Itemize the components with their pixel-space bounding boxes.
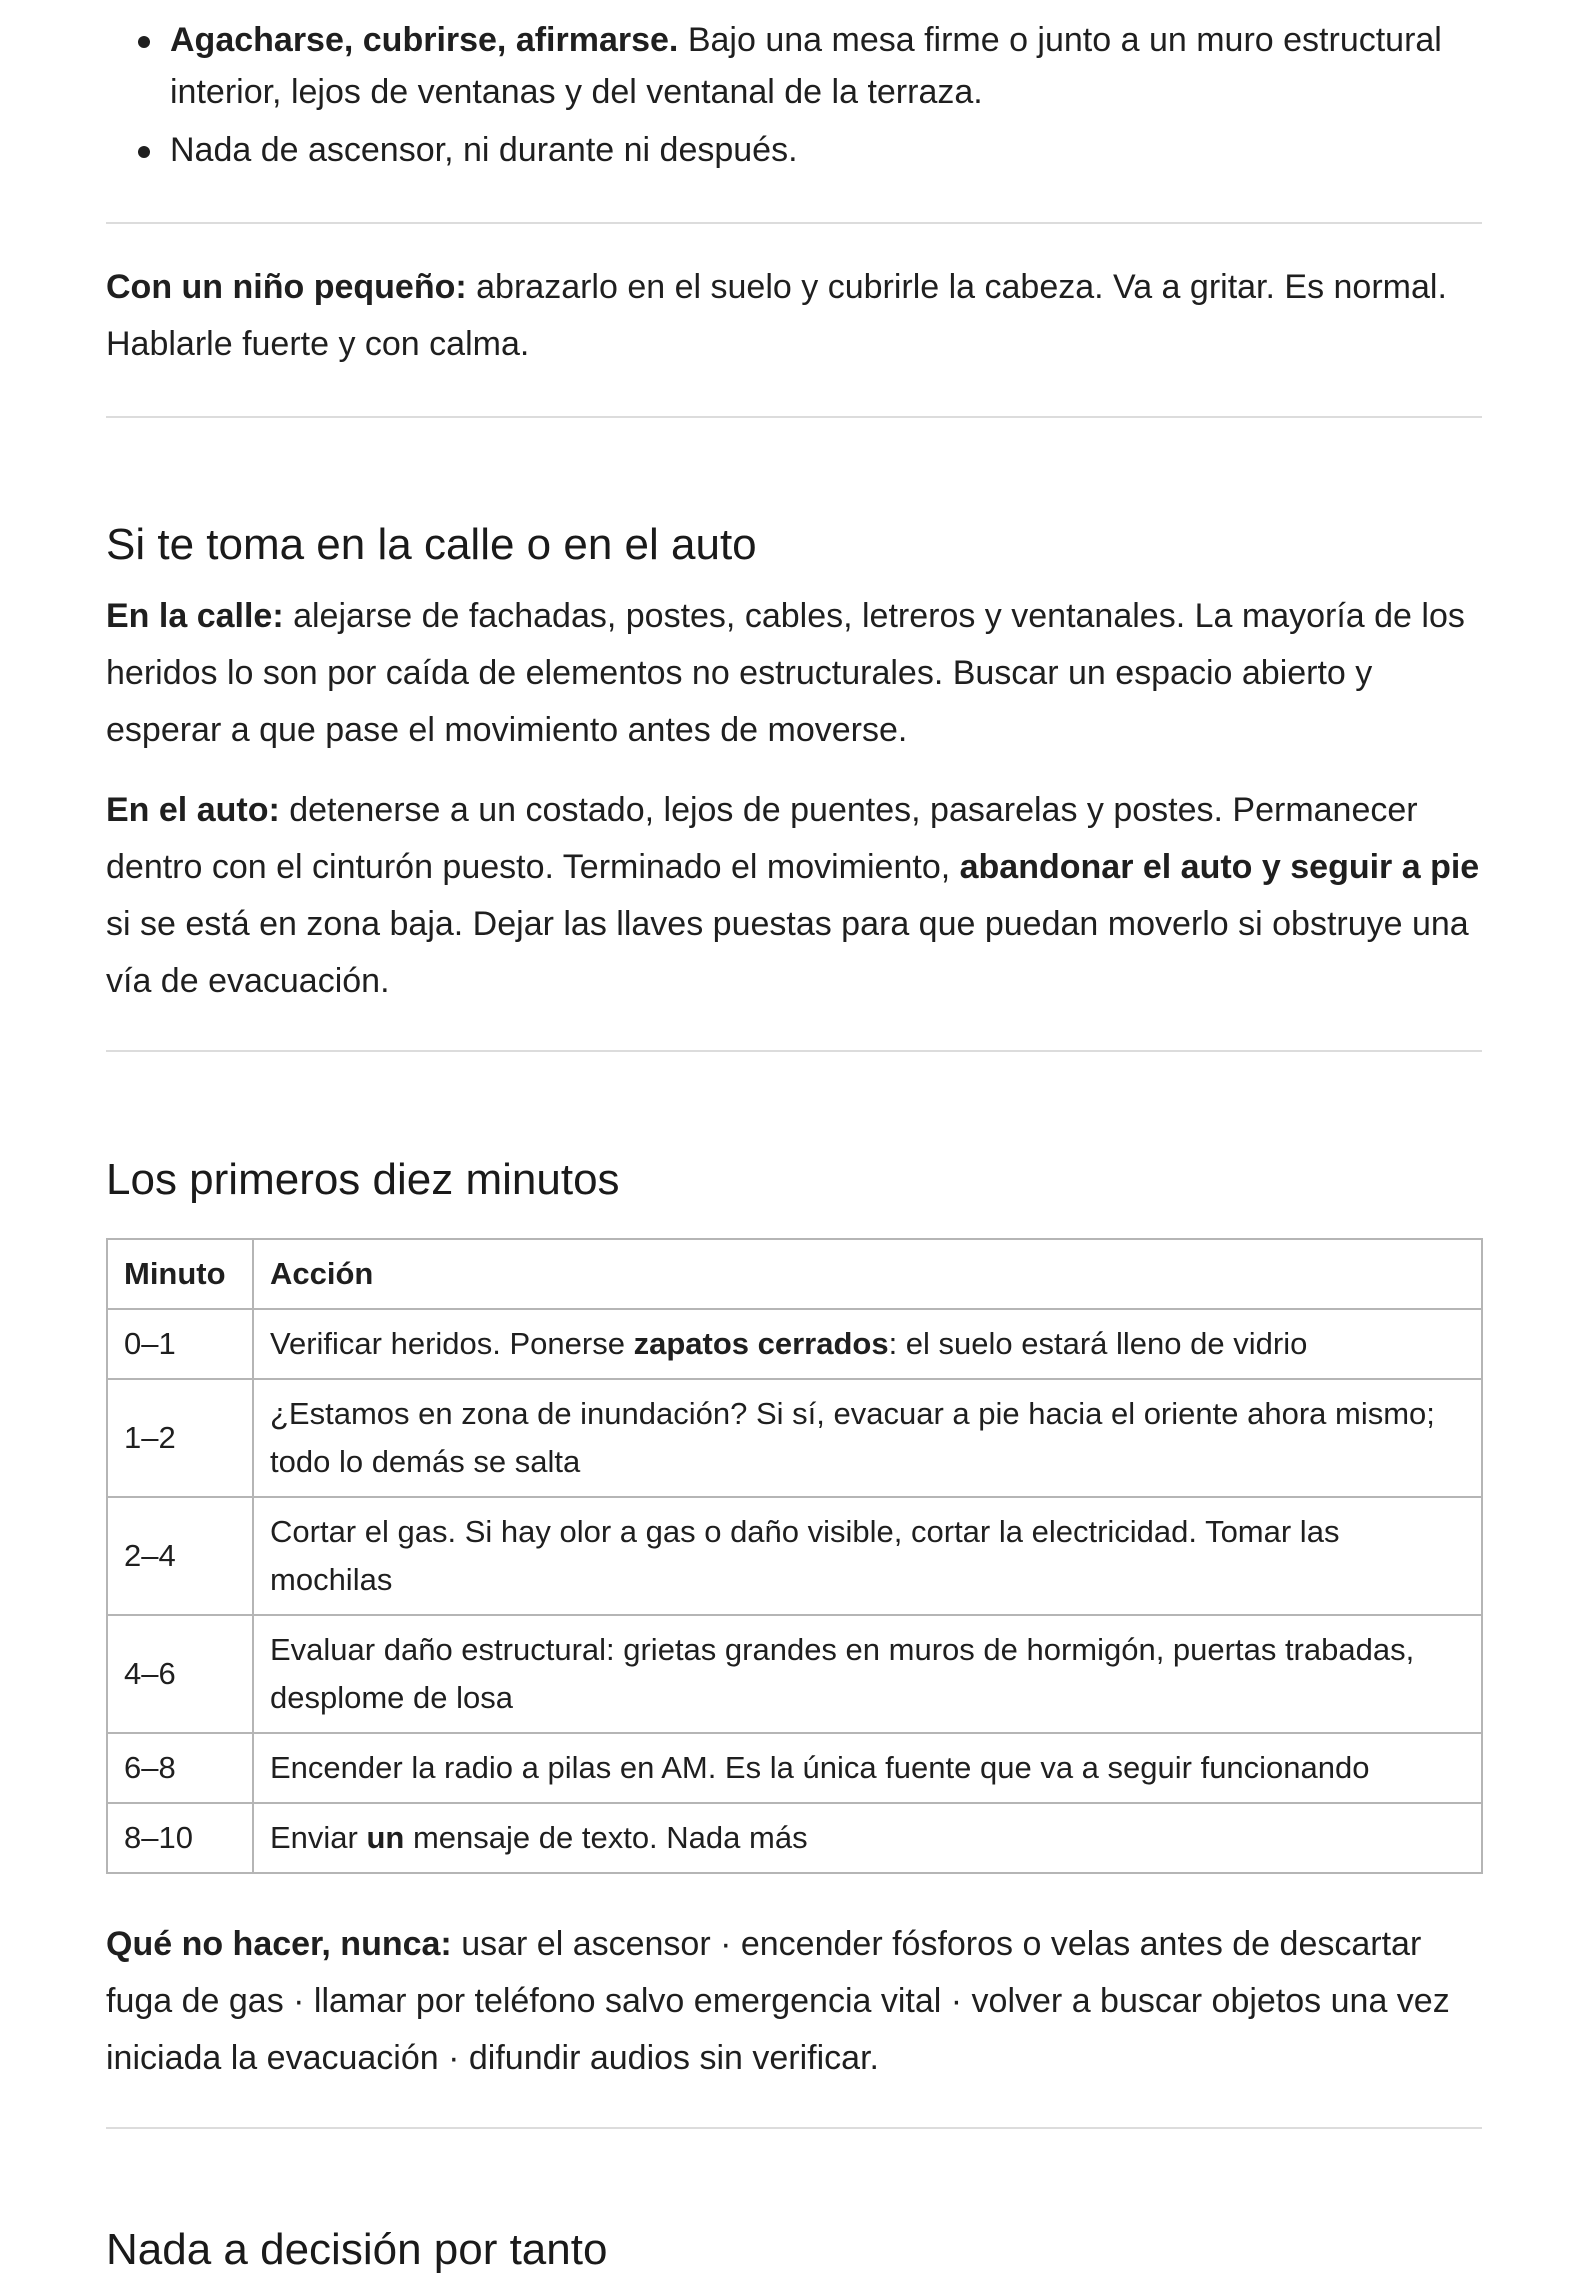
never-do-text: usar el ascensor · encender fósforos o velas antes de descartar fuga de gas · llamar por teléfono salvo emergencia vital · volver a buscar objetos una vez iniciada la evacuación · difundir audios sin verificar.: [106, 1925, 1450, 2077]
section-heading-next: Nada a decisión por tanto: [106, 2225, 608, 2274]
action-cell: [253, 1497, 1482, 1615]
table-row: [107, 1379, 1482, 1497]
column-header-action: Acción: [253, 1239, 1482, 1309]
minute-cell: 8–10: [107, 1803, 253, 1873]
first-minutes-table: [106, 1238, 1483, 1874]
divider: [106, 416, 1482, 418]
list-item: [170, 124, 1482, 176]
divider: [106, 2127, 1482, 2129]
table-row: [107, 1803, 1482, 1873]
action-text: Cortar el gas. Si hay olor a gas o daño visible, cortar la electricidad. Tomar las mochilas: [270, 1514, 1340, 1597]
table-row: [107, 1733, 1482, 1803]
table-row: [107, 1497, 1482, 1615]
action-cell: [253, 1803, 1482, 1873]
divider: [106, 1050, 1482, 1052]
car-emphasis: abandonar el auto y seguir a pie: [959, 848, 1480, 886]
section-heading-street: Si te toma en la calle o en el auto: [106, 520, 757, 569]
action-text: Evaluar daño estructural: grietas grandes en muros de hormigón, puertas trabadas, desplome de losa: [270, 1632, 1415, 1715]
action-emphasis: zapatos cerrados: [633, 1326, 889, 1361]
bullet-text: Nada de ascensor, ni durante ni después.: [170, 131, 798, 169]
street-text: alejarse de fachadas, postes, cables, letreros y ventanales. La mayoría de los heridos lo son por caída de elementos no estructurales. Buscar un espacio abierto y esperar a que pase el movimiento antes de moverse.: [106, 597, 1465, 749]
table-header-row: [107, 1239, 1482, 1309]
street-paragraph: [106, 588, 1482, 759]
action-cell: [253, 1615, 1482, 1733]
action-text: Verificar heridos. Ponerse: [270, 1326, 634, 1361]
instruction-list: [106, 14, 1482, 182]
table-row: [107, 1615, 1482, 1733]
action-cell: [253, 1309, 1482, 1379]
never-do-label: Qué no hacer, nunca:: [106, 1925, 452, 1963]
child-note-text: abrazarlo en el suelo y cubrirle la cabeza. Va a gritar. Es normal. Hablarle fuerte y con calma.: [106, 268, 1447, 363]
table-row: [107, 1309, 1482, 1379]
action-cell: [253, 1379, 1482, 1497]
divider: [106, 222, 1482, 224]
minute-cell: 4–6: [107, 1615, 253, 1733]
action-text: Enviar: [270, 1820, 367, 1855]
bullet-bold: Agacharse, cubrirse, afirmarse.: [170, 21, 679, 59]
minute-cell: 0–1: [107, 1309, 253, 1379]
minute-cell: 2–4: [107, 1497, 253, 1615]
never-do-paragraph: [106, 1916, 1482, 2087]
minute-cell: 1–2: [107, 1379, 253, 1497]
action-text: : el suelo estará lleno de vidrio: [888, 1326, 1308, 1361]
car-text-before: detenerse a un costado, lejos de puentes, pasarelas y postes. Permanecer dentro con el cinturón puesto. Terminado el movimiento,: [106, 791, 1418, 886]
list-item: [170, 14, 1482, 118]
action-cell: [253, 1733, 1482, 1803]
child-note-paragraph: [106, 259, 1482, 373]
action-text: ¿Estamos en zona de inundación? Si sí, evacuar a pie hacia el oriente ahora mismo; todo lo demás se salta: [270, 1396, 1435, 1479]
minute-cell: 6–8: [107, 1733, 253, 1803]
action-text: mensaje de texto. Nada más: [404, 1820, 808, 1855]
child-note-label: Con un niño pequeño:: [106, 268, 467, 306]
car-paragraph: [106, 782, 1482, 1010]
street-label: En la calle:: [106, 597, 284, 635]
section-heading-first-minutes: Los primeros diez minutos: [106, 1155, 620, 1204]
action-text: Encender la radio a pilas en AM. Es la única fuente que va a seguir funcionando: [270, 1750, 1370, 1785]
column-header-minute: Minuto: [107, 1239, 253, 1309]
bullet-text: Bajo una mesa firme o junto a un muro estructural interior, lejos de ventanas y del ventanal de la terraza.: [170, 21, 1442, 111]
car-label: En el auto:: [106, 791, 280, 829]
car-text-after: si se está en zona baja. Dejar las llaves puestas para que puedan moverlo si obstruye una vía de evacuación.: [106, 905, 1469, 1000]
action-emphasis: un: [366, 1820, 405, 1855]
